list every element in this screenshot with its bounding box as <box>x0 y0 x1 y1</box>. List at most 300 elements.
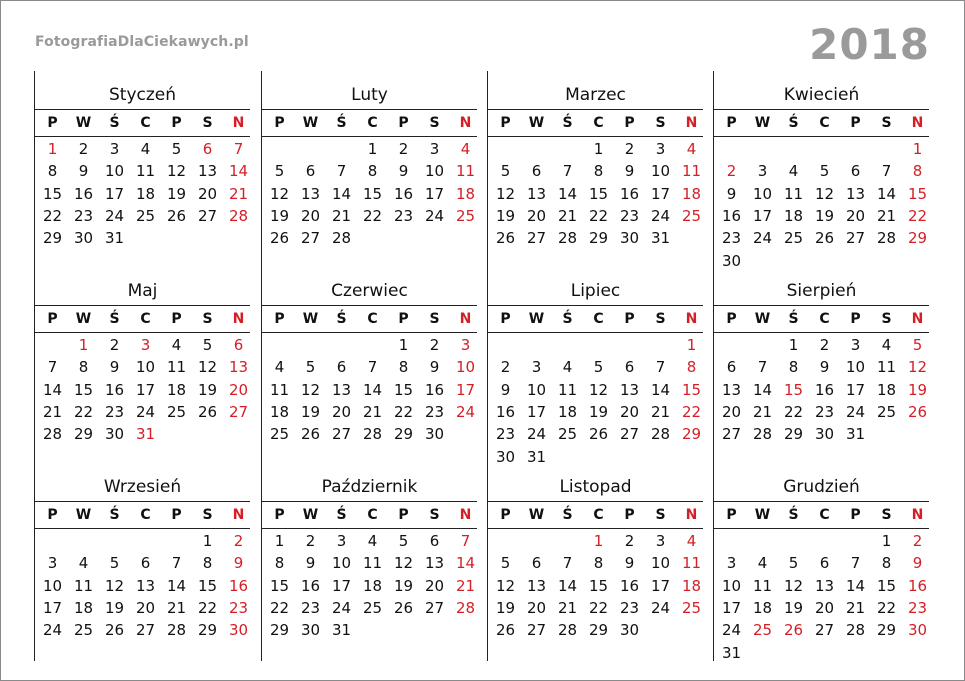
day-cell: 5 <box>593 358 604 377</box>
day-cell: 7 <box>655 358 666 377</box>
holiday-day: 15 <box>783 380 804 399</box>
day-cell: 31 <box>845 425 866 444</box>
day-cell: 22 <box>269 598 290 617</box>
weekday-label: Ś <box>109 115 120 131</box>
day-cell: 9 <box>500 380 511 399</box>
weekday-label: S <box>202 311 213 327</box>
weekday-label: Ś <box>562 311 573 327</box>
holiday-day: 31 <box>135 425 156 444</box>
day-cell: 14 <box>166 576 187 595</box>
day-cell: 22 <box>588 598 609 617</box>
day-cell: 11 <box>752 576 773 595</box>
day-cell: 2 <box>624 532 635 550</box>
day-cell: 10 <box>650 162 671 181</box>
day-cell: 27 <box>526 621 547 640</box>
day-cell: 29 <box>197 621 218 640</box>
day-cell: 28 <box>752 425 773 444</box>
weekday-label: S <box>202 507 213 523</box>
holiday-day: 28 <box>228 206 249 225</box>
day-cell: 23 <box>619 206 640 225</box>
day-cell: 23 <box>619 598 640 617</box>
day-cell: 20 <box>424 576 445 595</box>
weekday-header <box>714 502 929 528</box>
day-cell: 11 <box>783 184 804 203</box>
day-cell: 21 <box>650 402 671 421</box>
day-cell: 7 <box>336 162 347 181</box>
day-cell: 18 <box>166 380 187 399</box>
day-cell: 12 <box>269 184 290 203</box>
day-cell: 10 <box>135 358 156 377</box>
day-cell: 7 <box>367 358 378 377</box>
day-cell: 21 <box>845 598 866 617</box>
day-cell: 21 <box>42 402 63 421</box>
day-cell: 17 <box>135 380 156 399</box>
holiday-day: 7 <box>460 532 471 550</box>
weekday-label: W <box>528 115 545 131</box>
day-cell: 5 <box>788 554 799 573</box>
day-cell: 19 <box>166 184 187 203</box>
weekday-label: W <box>75 115 92 131</box>
day-cell: 3 <box>655 140 666 158</box>
day-cell: 21 <box>331 206 352 225</box>
holiday-day: 18 <box>681 576 702 595</box>
day-cell: 16 <box>814 380 835 399</box>
holiday-day: 28 <box>455 598 476 617</box>
day-cell: 13 <box>721 380 742 399</box>
weekday-label: C <box>140 311 151 327</box>
day-cell: 27 <box>197 206 218 225</box>
holiday-day: 3 <box>460 336 471 354</box>
day-cell: 3 <box>531 358 542 377</box>
weekday-label: N <box>911 115 924 131</box>
weekday-header <box>262 502 477 528</box>
day-cell: 17 <box>752 206 773 225</box>
holiday-day: 1 <box>912 140 923 158</box>
day-cell: 31 <box>721 643 742 662</box>
weekday-label: P <box>47 507 58 523</box>
day-cell: 10 <box>42 576 63 595</box>
day-cell: 8 <box>78 358 89 377</box>
holiday-day: 24 <box>455 402 476 421</box>
day-cell: 19 <box>495 598 516 617</box>
day-cell: 16 <box>619 576 640 595</box>
day-cell: 15 <box>588 184 609 203</box>
holiday-day: 25 <box>455 206 476 225</box>
weekday-label: W <box>528 507 545 523</box>
day-cell: 7 <box>881 162 892 181</box>
day-cell: 8 <box>274 554 285 573</box>
day-cell: 29 <box>588 229 609 248</box>
day-cell: 8 <box>593 162 604 181</box>
day-cell: 8 <box>788 358 799 377</box>
holiday-day: 14 <box>228 162 249 181</box>
day-cell: 19 <box>104 598 125 617</box>
day-cell: 18 <box>783 206 804 225</box>
day-cell: 3 <box>726 554 737 573</box>
day-cell: 6 <box>531 162 542 181</box>
day-cell: 24 <box>845 402 866 421</box>
day-cell: 28 <box>166 621 187 640</box>
day-cell: 21 <box>557 598 578 617</box>
day-cell: 10 <box>104 162 125 181</box>
weekday-label: P <box>850 507 861 523</box>
day-cell: 5 <box>171 140 182 158</box>
weekday-label: C <box>593 311 604 327</box>
day-cell: 7 <box>47 358 58 377</box>
day-cell: 4 <box>788 162 799 181</box>
weekday-label: P <box>171 311 182 327</box>
day-cell: 6 <box>305 162 316 181</box>
day-cell: 2 <box>500 358 511 377</box>
weekday-label: W <box>528 311 545 327</box>
day-cell: 5 <box>819 162 830 181</box>
header-rule <box>488 136 703 137</box>
header-rule <box>714 332 929 333</box>
day-cell: 12 <box>495 184 516 203</box>
holiday-day: 12 <box>907 358 928 377</box>
day-cell: 9 <box>109 358 120 377</box>
weekday-label: P <box>47 115 58 131</box>
day-cell: 31 <box>650 229 671 248</box>
day-cell: 20 <box>526 598 547 617</box>
day-cell: 1 <box>274 532 285 550</box>
day-cell: 24 <box>650 598 671 617</box>
day-cell: 13 <box>197 162 218 181</box>
day-cell: 27 <box>424 598 445 617</box>
holiday-day: 4 <box>686 140 697 158</box>
day-cell: 27 <box>619 425 640 444</box>
day-cell: 13 <box>814 576 835 595</box>
day-cell: 22 <box>393 402 414 421</box>
holiday-day: 25 <box>681 598 702 617</box>
weekday-label: N <box>459 311 472 327</box>
day-cell: 22 <box>197 598 218 617</box>
day-cell: 2 <box>398 140 409 158</box>
day-cell: 10 <box>526 380 547 399</box>
day-cell: 25 <box>783 229 804 248</box>
holiday-day: 21 <box>455 576 476 595</box>
weekday-label: N <box>911 507 924 523</box>
day-cell: 24 <box>42 621 63 640</box>
weekday-label: P <box>47 311 58 327</box>
day-cell: 6 <box>336 358 347 377</box>
day-cell: 4 <box>78 554 89 573</box>
day-cell: 6 <box>429 532 440 550</box>
day-cell: 14 <box>557 576 578 595</box>
day-cell: 25 <box>269 425 290 444</box>
weekday-label: P <box>624 115 635 131</box>
weekday-label: C <box>819 311 830 327</box>
month-name: Grudzień <box>783 477 860 497</box>
day-cell: 19 <box>588 402 609 421</box>
holiday-day: 26 <box>907 402 928 421</box>
weekday-header <box>262 306 477 332</box>
weekday-label: W <box>302 311 319 327</box>
day-cell: 10 <box>845 358 866 377</box>
day-cell: 19 <box>814 206 835 225</box>
day-cell: 31 <box>104 229 125 248</box>
day-cell: 4 <box>171 336 182 354</box>
day-cell: 23 <box>424 402 445 421</box>
day-cell: 15 <box>197 576 218 595</box>
weekday-header <box>714 306 929 332</box>
weekday-label: W <box>75 311 92 327</box>
day-cell: 23 <box>814 402 835 421</box>
day-cell: 17 <box>331 576 352 595</box>
weekday-label: Ś <box>788 115 799 131</box>
day-cell: 5 <box>274 162 285 181</box>
day-cell: 18 <box>876 380 897 399</box>
day-cell: 14 <box>845 576 866 595</box>
weekday-label: Ś <box>336 507 347 523</box>
day-cell: 20 <box>331 402 352 421</box>
day-cell: 30 <box>104 425 125 444</box>
weekday-label: C <box>367 311 378 327</box>
day-cell: 27 <box>721 425 742 444</box>
day-cell: 19 <box>393 576 414 595</box>
header-rule <box>35 332 250 333</box>
day-cell: 5 <box>202 336 213 354</box>
weekday-label: S <box>881 115 892 131</box>
weekday-label: C <box>367 115 378 131</box>
holiday-day: 27 <box>228 402 249 421</box>
weekday-label: P <box>726 115 737 131</box>
day-cell: 14 <box>752 380 773 399</box>
holiday-day: 23 <box>228 598 249 617</box>
day-cell: 10 <box>650 554 671 573</box>
day-cell: 2 <box>624 140 635 158</box>
weekday-header <box>488 110 703 136</box>
weekday-label: N <box>685 115 698 131</box>
weekday-label: P <box>171 115 182 131</box>
weekday-label: S <box>881 507 892 523</box>
month-name: Październik <box>321 477 418 497</box>
day-cell: 12 <box>588 380 609 399</box>
day-cell: 16 <box>300 576 321 595</box>
holiday-day: 30 <box>228 621 249 640</box>
holiday-day: 17 <box>455 380 476 399</box>
day-cell: 26 <box>814 229 835 248</box>
holiday-day: 2 <box>726 162 737 181</box>
weekday-header <box>35 502 250 528</box>
holiday-day: 22 <box>681 402 702 421</box>
weekday-label: C <box>367 507 378 523</box>
weekday-label: P <box>398 507 409 523</box>
day-cell: 9 <box>819 358 830 377</box>
day-cell: 4 <box>881 336 892 354</box>
holiday-day: 6 <box>202 140 213 158</box>
day-cell: 25 <box>557 425 578 444</box>
weekday-label: Ś <box>336 115 347 131</box>
month-name: Kwiecień <box>783 85 860 105</box>
day-cell: 28 <box>362 425 383 444</box>
day-cell: 4 <box>757 554 768 573</box>
day-cell: 15 <box>73 380 94 399</box>
day-cell: 19 <box>197 380 218 399</box>
day-cell: 30 <box>814 425 835 444</box>
weekday-label: C <box>819 115 830 131</box>
holiday-day: 7 <box>233 140 244 158</box>
holiday-day: 20 <box>228 380 249 399</box>
day-cell: 26 <box>588 425 609 444</box>
holiday-day: 29 <box>907 229 928 248</box>
day-cell: 7 <box>757 358 768 377</box>
day-cell: 18 <box>73 598 94 617</box>
holiday-day: 8 <box>912 162 923 181</box>
day-cell: 17 <box>650 184 671 203</box>
day-cell: 27 <box>331 425 352 444</box>
day-cell: 17 <box>650 576 671 595</box>
day-cell: 6 <box>140 554 151 573</box>
day-cell: 21 <box>362 402 383 421</box>
day-cell: 3 <box>109 140 120 158</box>
day-cell: 15 <box>362 184 383 203</box>
weekday-label: P <box>274 115 285 131</box>
holiday-day: 1 <box>78 336 89 354</box>
weekday-label: C <box>140 507 151 523</box>
day-cell: 27 <box>526 229 547 248</box>
weekday-label: N <box>685 507 698 523</box>
day-cell: 11 <box>166 358 187 377</box>
holiday-day: 13 <box>228 358 249 377</box>
day-cell: 27 <box>300 229 321 248</box>
day-cell: 25 <box>876 402 897 421</box>
day-cell: 7 <box>562 162 573 181</box>
day-cell: 23 <box>393 206 414 225</box>
weekday-label: Ś <box>109 507 120 523</box>
month-name: Listopad <box>559 477 632 497</box>
day-cell: 25 <box>166 402 187 421</box>
day-cell: 10 <box>752 184 773 203</box>
day-cell: 26 <box>495 229 516 248</box>
day-cell: 16 <box>73 184 94 203</box>
holiday-day: 23 <box>907 598 928 617</box>
weekday-header <box>488 306 703 332</box>
day-cell: 5 <box>398 532 409 550</box>
day-cell: 20 <box>845 206 866 225</box>
day-cell: 16 <box>721 206 742 225</box>
weekday-label: Ś <box>336 311 347 327</box>
day-cell: 7 <box>562 554 573 573</box>
day-cell: 4 <box>562 358 573 377</box>
holiday-day: 16 <box>907 576 928 595</box>
holiday-day: 21 <box>228 184 249 203</box>
day-cell: 22 <box>73 402 94 421</box>
holiday-day: 8 <box>686 358 697 377</box>
holiday-day: 25 <box>752 621 773 640</box>
day-cell: 13 <box>526 576 547 595</box>
day-cell: 12 <box>814 184 835 203</box>
day-cell: 18 <box>269 402 290 421</box>
day-cell: 5 <box>500 162 511 181</box>
day-cell: 15 <box>269 576 290 595</box>
holiday-day: 1 <box>686 336 697 354</box>
day-cell: 3 <box>757 162 768 181</box>
header-rule <box>714 136 929 137</box>
month-name: Marzec <box>565 85 626 105</box>
day-cell: 11 <box>73 576 94 595</box>
day-cell: 25 <box>135 206 156 225</box>
day-cell: 29 <box>42 229 63 248</box>
month-name: Luty <box>351 85 388 105</box>
day-cell: 8 <box>881 554 892 573</box>
day-cell: 6 <box>531 554 542 573</box>
day-cell: 17 <box>424 184 445 203</box>
day-cell: 3 <box>429 140 440 158</box>
day-cell: 17 <box>721 598 742 617</box>
weekday-label: N <box>459 115 472 131</box>
day-cell: 10 <box>424 162 445 181</box>
site-name: FotografiaDlaCiekawych.pl <box>35 34 249 50</box>
day-cell: 31 <box>526 447 547 466</box>
day-cell: 20 <box>721 402 742 421</box>
weekday-label: Ś <box>562 115 573 131</box>
weekday-label: W <box>302 115 319 131</box>
weekday-label: P <box>398 311 409 327</box>
day-cell: 29 <box>783 425 804 444</box>
weekday-label: P <box>500 311 511 327</box>
holiday-day: 11 <box>681 162 702 181</box>
day-cell: 2 <box>78 140 89 158</box>
day-cell: 20 <box>619 402 640 421</box>
weekday-label: P <box>624 507 635 523</box>
day-cell: 8 <box>398 358 409 377</box>
day-cell: 26 <box>393 598 414 617</box>
weekday-label: P <box>500 507 511 523</box>
weekday-label: C <box>140 115 151 131</box>
day-cell: 27 <box>845 229 866 248</box>
day-cell: 13 <box>845 184 866 203</box>
day-cell: 6 <box>850 162 861 181</box>
day-cell: 24 <box>650 206 671 225</box>
day-cell: 31 <box>331 621 352 640</box>
day-cell: 11 <box>269 380 290 399</box>
day-cell: 9 <box>624 162 635 181</box>
holiday-day: 15 <box>681 380 702 399</box>
month-name: Styczeń <box>108 85 177 105</box>
day-cell: 26 <box>197 402 218 421</box>
day-cell: 17 <box>42 598 63 617</box>
holiday-day: 5 <box>912 336 923 354</box>
month-name: Lipiec <box>570 281 621 301</box>
weekday-header <box>488 502 703 528</box>
holiday-day: 1 <box>47 140 58 158</box>
day-cell: 11 <box>557 380 578 399</box>
day-cell: 15 <box>876 576 897 595</box>
day-cell: 30 <box>619 621 640 640</box>
day-cell: 13 <box>619 380 640 399</box>
day-cell: 14 <box>331 184 352 203</box>
day-cell: 8 <box>202 554 213 573</box>
day-cell: 19 <box>269 206 290 225</box>
holiday-day: 25 <box>681 206 702 225</box>
day-cell: 11 <box>135 162 156 181</box>
day-cell: 29 <box>876 621 897 640</box>
weekday-label: N <box>232 115 245 131</box>
day-cell: 24 <box>135 402 156 421</box>
day-cell: 28 <box>331 229 352 248</box>
holiday-day: 29 <box>681 425 702 444</box>
day-cell: 19 <box>495 206 516 225</box>
weekday-label: Ś <box>109 311 120 327</box>
day-cell: 4 <box>274 358 285 377</box>
day-cell: 29 <box>588 621 609 640</box>
day-cell: 5 <box>500 554 511 573</box>
day-cell: 12 <box>393 554 414 573</box>
weekday-label: S <box>655 311 666 327</box>
month-name: Czerwiec <box>331 281 408 301</box>
day-cell: 16 <box>424 380 445 399</box>
